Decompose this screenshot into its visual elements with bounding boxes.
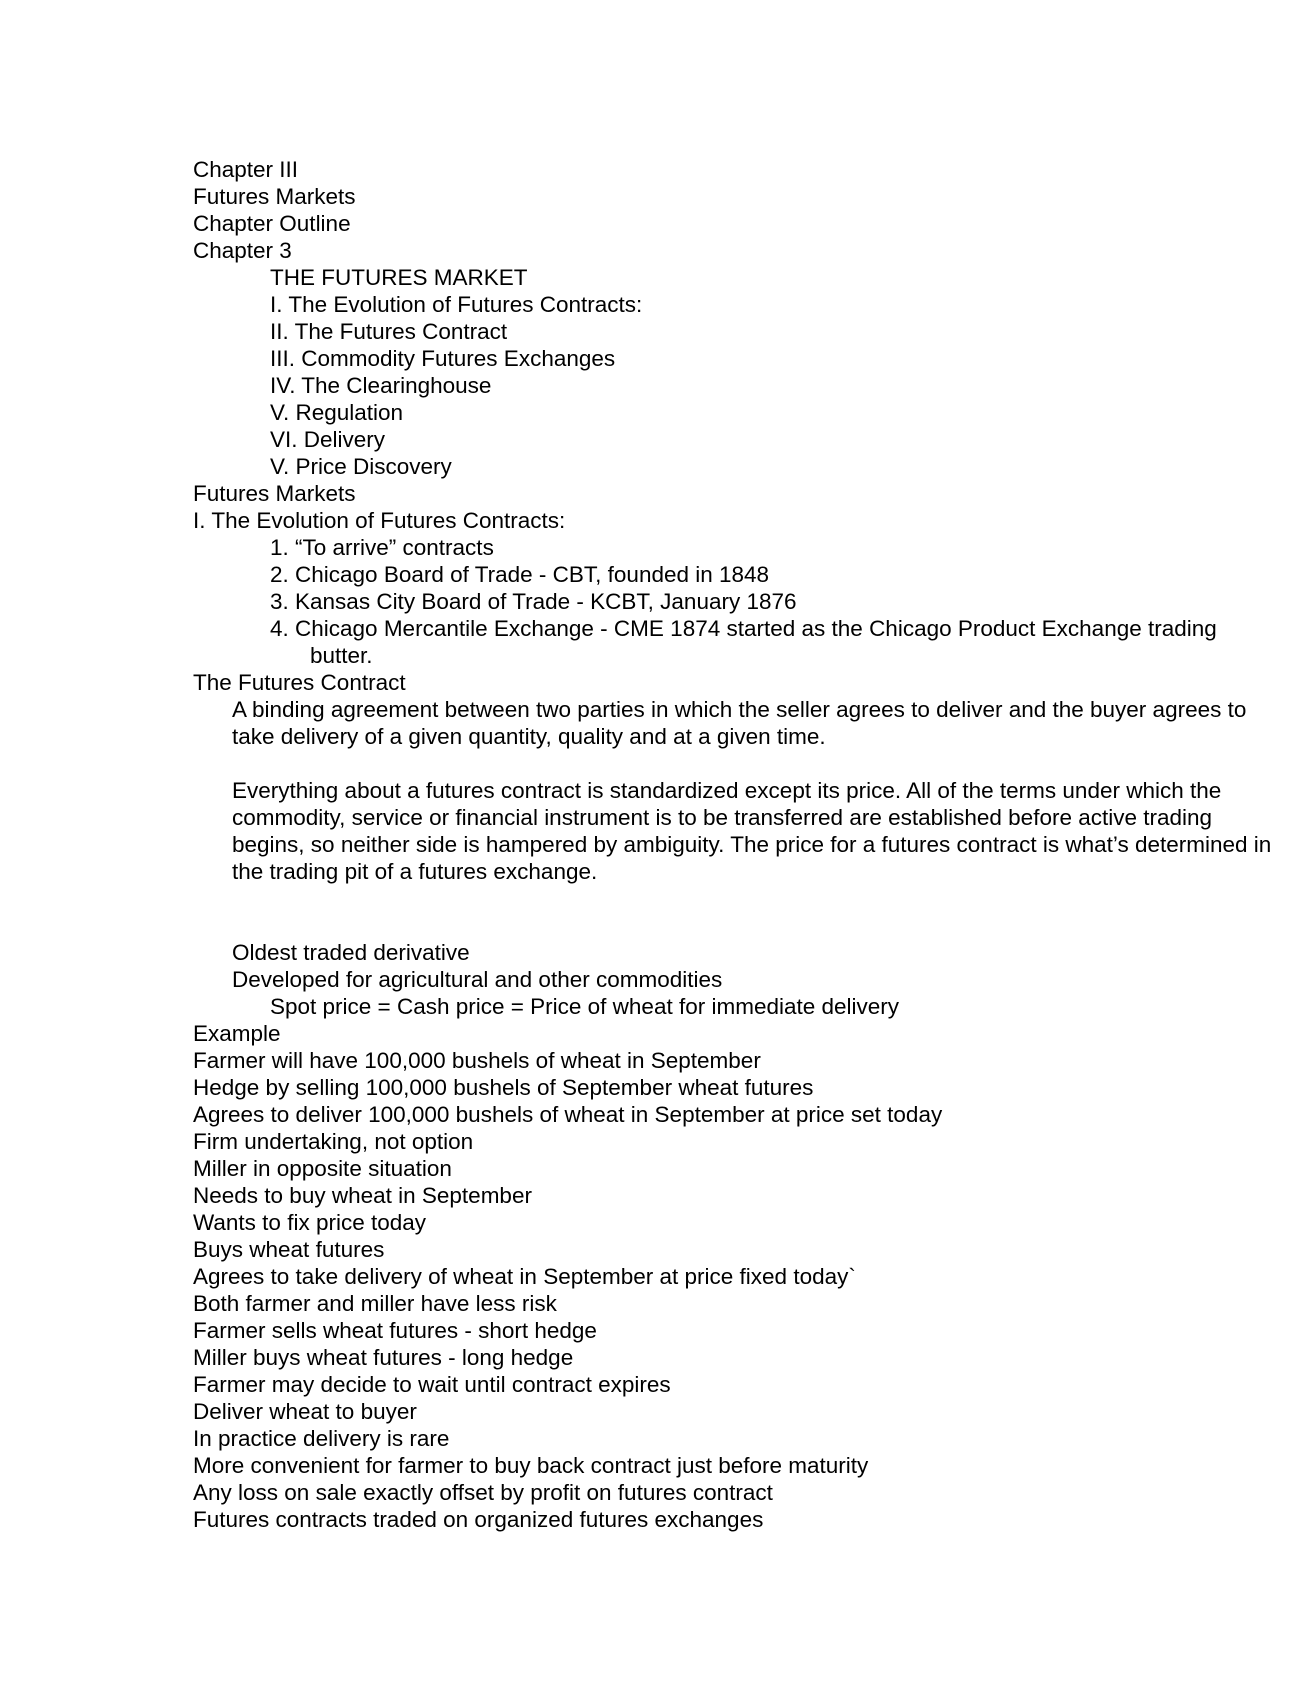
outline-item: IV. The Clearinghouse [270, 373, 492, 398]
outline-label: Chapter Outline [193, 211, 351, 236]
example-line: Buys wheat futures [193, 1237, 385, 1262]
example-line: Agrees to deliver 100,000 bushels of wheat in September at price set today [193, 1102, 943, 1127]
section-heading: Futures Markets [193, 481, 356, 506]
example-line: Farmer will have 100,000 bushels of wheat in September [193, 1048, 761, 1073]
list-item-text: 4. Chicago Mercantile Exchange - CME 1874 started as the Chicago Product Exchange trading [270, 616, 1217, 641]
list-item [193, 615, 1283, 669]
list-item: 1. “To arrive” contracts [270, 535, 494, 560]
example-line: In practice delivery is rare [193, 1426, 450, 1451]
outline-title: THE FUTURES MARKET [270, 265, 528, 290]
document-body [193, 156, 1283, 1533]
list-item: 3. Kansas City Board of Trade - KCBT, January 1876 [270, 589, 797, 614]
section-subheading: I. The Evolution of Futures Contracts: [193, 508, 566, 533]
example-line: Futures contracts traded on organized futures exchanges [193, 1507, 764, 1532]
example-line: Both farmer and miller have less risk [193, 1291, 557, 1316]
spot-price-definition: Spot price = Cash price = Price of wheat for immediate delivery [270, 994, 900, 1019]
paragraph-spacer [193, 750, 1283, 777]
outline-list [193, 264, 1283, 480]
example-line: Hedge by selling 100,000 bushels of September wheat futures [193, 1075, 814, 1100]
bullet-text: Developed for agricultural and other commodities [232, 967, 723, 992]
example-line: Agrees to take delivery of wheat in September at price fixed today` [193, 1264, 856, 1289]
outline-item: III. Commodity Futures Exchanges [270, 346, 616, 371]
chapter-number: Chapter 3 [193, 238, 292, 263]
outline-item: I. The Evolution of Futures Contracts: [270, 292, 643, 317]
bullet-text: Oldest traded derivative [232, 940, 470, 965]
definition-paragraph: A binding agreement between two parties in which the seller agrees to deliver and the buyer agrees to take delivery of a given quantity, quality and at a given time. [232, 697, 1247, 749]
example-line: Miller in opposite situation [193, 1156, 452, 1181]
evolution-list [193, 534, 1283, 669]
list-item-continuation: butter. [310, 643, 373, 668]
example-line: Any loss on sale exactly offset by profit on futures contract [193, 1480, 773, 1505]
example-line: Deliver wheat to buyer [193, 1399, 417, 1424]
chapter-title: Futures Markets [193, 184, 356, 209]
paragraph-spacer [193, 885, 1283, 939]
standardization-paragraph: Everything about a futures contract is standardized except its price. All of the terms under which the commodity, service or financial instrument is to be transferred are established before active trading begins, so neither side is hampered by ambiguity. The price for a futures contract is what’s determined in the trading pit of a futures exchange. [232, 778, 1272, 884]
example-line: Farmer may decide to wait until contract expires [193, 1372, 671, 1397]
chapter-label: Chapter III [193, 157, 299, 182]
example-line: Wants to fix price today [193, 1210, 427, 1235]
example-line: Miller buys wheat futures - long hedge [193, 1345, 574, 1370]
outline-item: VI. Delivery [270, 427, 386, 452]
example-line: Farmer sells wheat futures - short hedge [193, 1318, 597, 1343]
example-heading: Example [193, 1021, 281, 1046]
outline-item: V. Price Discovery [270, 454, 452, 479]
outline-item: II. The Futures Contract [270, 319, 508, 344]
outline-item: V. Regulation [270, 400, 404, 425]
example-line: Firm undertaking, not option [193, 1129, 474, 1154]
list-item: 2. Chicago Board of Trade - CBT, founded in 1848 [270, 562, 770, 587]
example-line: Needs to buy wheat in September [193, 1183, 532, 1208]
example-line: More convenient for farmer to buy back contract just before maturity [193, 1453, 869, 1478]
section-heading: The Futures Contract [193, 670, 406, 695]
example-list [193, 1047, 1283, 1533]
